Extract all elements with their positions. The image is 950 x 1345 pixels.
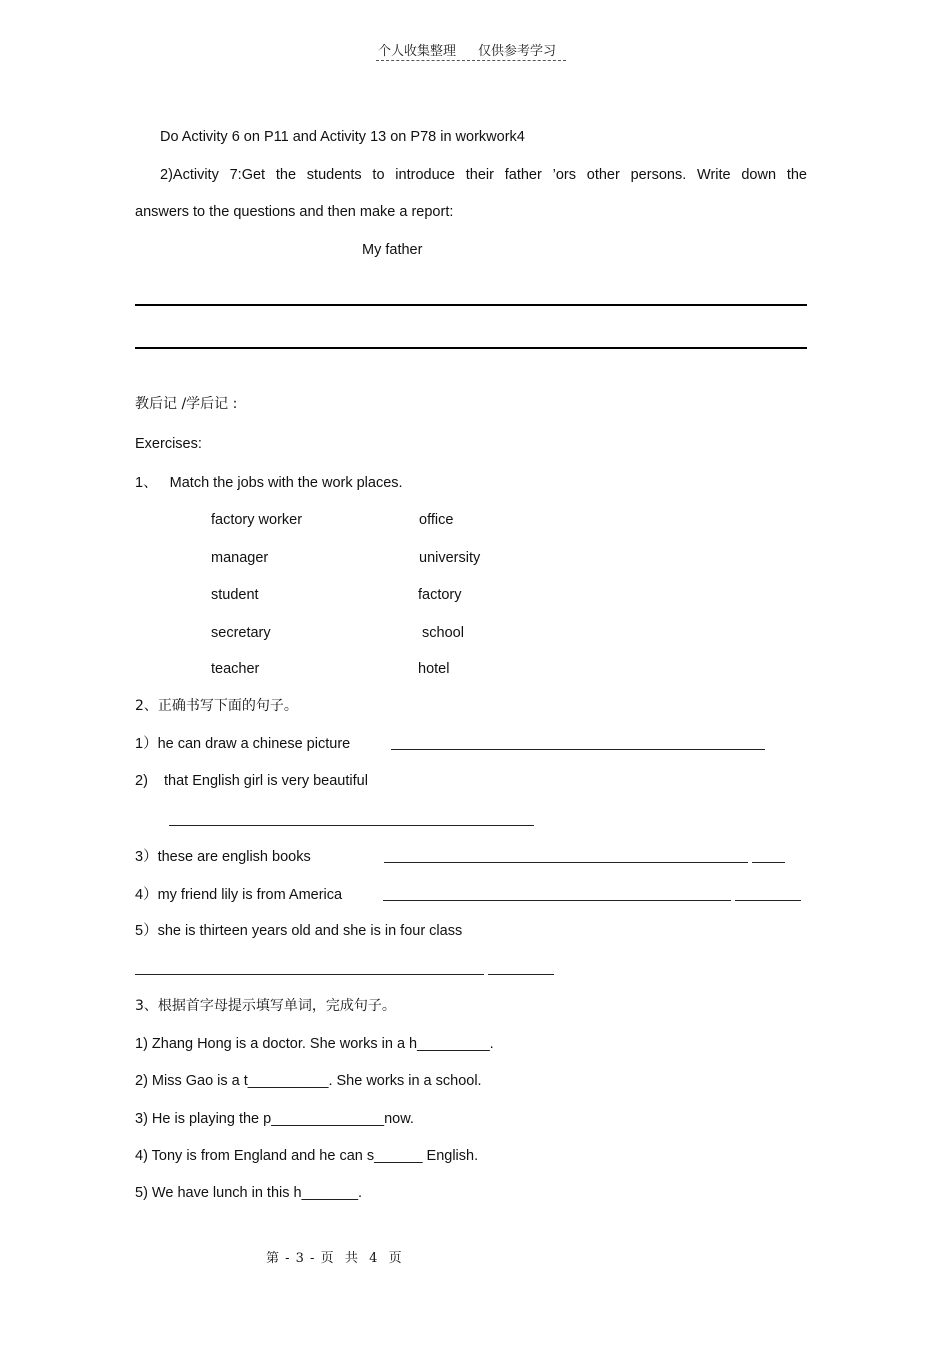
job-item: manager [211, 550, 269, 566]
answer-line [135, 974, 484, 975]
sentence-item: 3）these are english books [135, 849, 311, 865]
answer-line [384, 862, 748, 863]
place-item: school [422, 625, 464, 641]
answer-line [383, 900, 731, 901]
place-item: hotel [418, 661, 450, 677]
activity-line-1: Do Activity 6 on P11 and Activity 13 on P78 in workwork4 [160, 129, 525, 145]
place-item: office [419, 512, 454, 528]
fill-item: 3) He is playing the p______________now. [135, 1111, 414, 1127]
notes-label: 教后记 /学后记 : [135, 396, 238, 412]
sentence-item: 5）she is thirteen years old and she is in four class [135, 923, 463, 939]
fill-item: 2) Miss Gao is a t__________. She works in a school. [135, 1073, 482, 1089]
fill-item: 5) We have lunch in this h_______. [135, 1185, 363, 1201]
answer-line [735, 900, 801, 901]
header-right-text: 仅供参考学习 [478, 44, 557, 59]
place-item: factory [418, 587, 462, 603]
exercise-3-title: 3、根据首字母提示填写单词，完成句子。 [135, 998, 396, 1014]
job-item: secretary [211, 625, 271, 641]
writing-line-1 [135, 304, 807, 306]
place-item: university [419, 550, 481, 566]
sentence-item: 1）he can draw a chinese picture [135, 736, 351, 752]
fill-item: 1) Zhang Hong is a doctor. She works in a h_________. [135, 1036, 494, 1052]
exercise-2-title: 2、正确书写下面的句子。 [135, 698, 298, 714]
page-header [376, 40, 566, 61]
answer-line [391, 749, 765, 750]
activity-line-3: answers to the questions and then make a report: [135, 204, 454, 220]
answer-line [488, 974, 554, 975]
header-left-text: 个人收集整理 [378, 44, 457, 59]
fill-item: 4) Tony is from England and he can s______ English. [135, 1148, 479, 1164]
exercise-1-title: 1、 Match the jobs with the work places. [135, 475, 403, 491]
exercises-label: Exercises: [135, 436, 202, 452]
answer-line [752, 862, 785, 863]
sentence-item: 2) that English girl is very beautiful [135, 773, 368, 789]
activity-line-2: 2)Activity 7:Get the students to introduce their father ’ors other persons. Write down the [160, 167, 807, 183]
sentence-item: 4）my friend lily is from America [135, 887, 343, 903]
job-item: teacher [211, 661, 260, 677]
answer-line [169, 825, 534, 826]
job-item: student [211, 587, 259, 603]
job-item: factory worker [211, 512, 303, 528]
report-title: My father [362, 242, 423, 258]
page-footer: 第 - 3 - 页 共 4 页 [266, 1251, 403, 1266]
writing-line-2 [135, 347, 807, 349]
